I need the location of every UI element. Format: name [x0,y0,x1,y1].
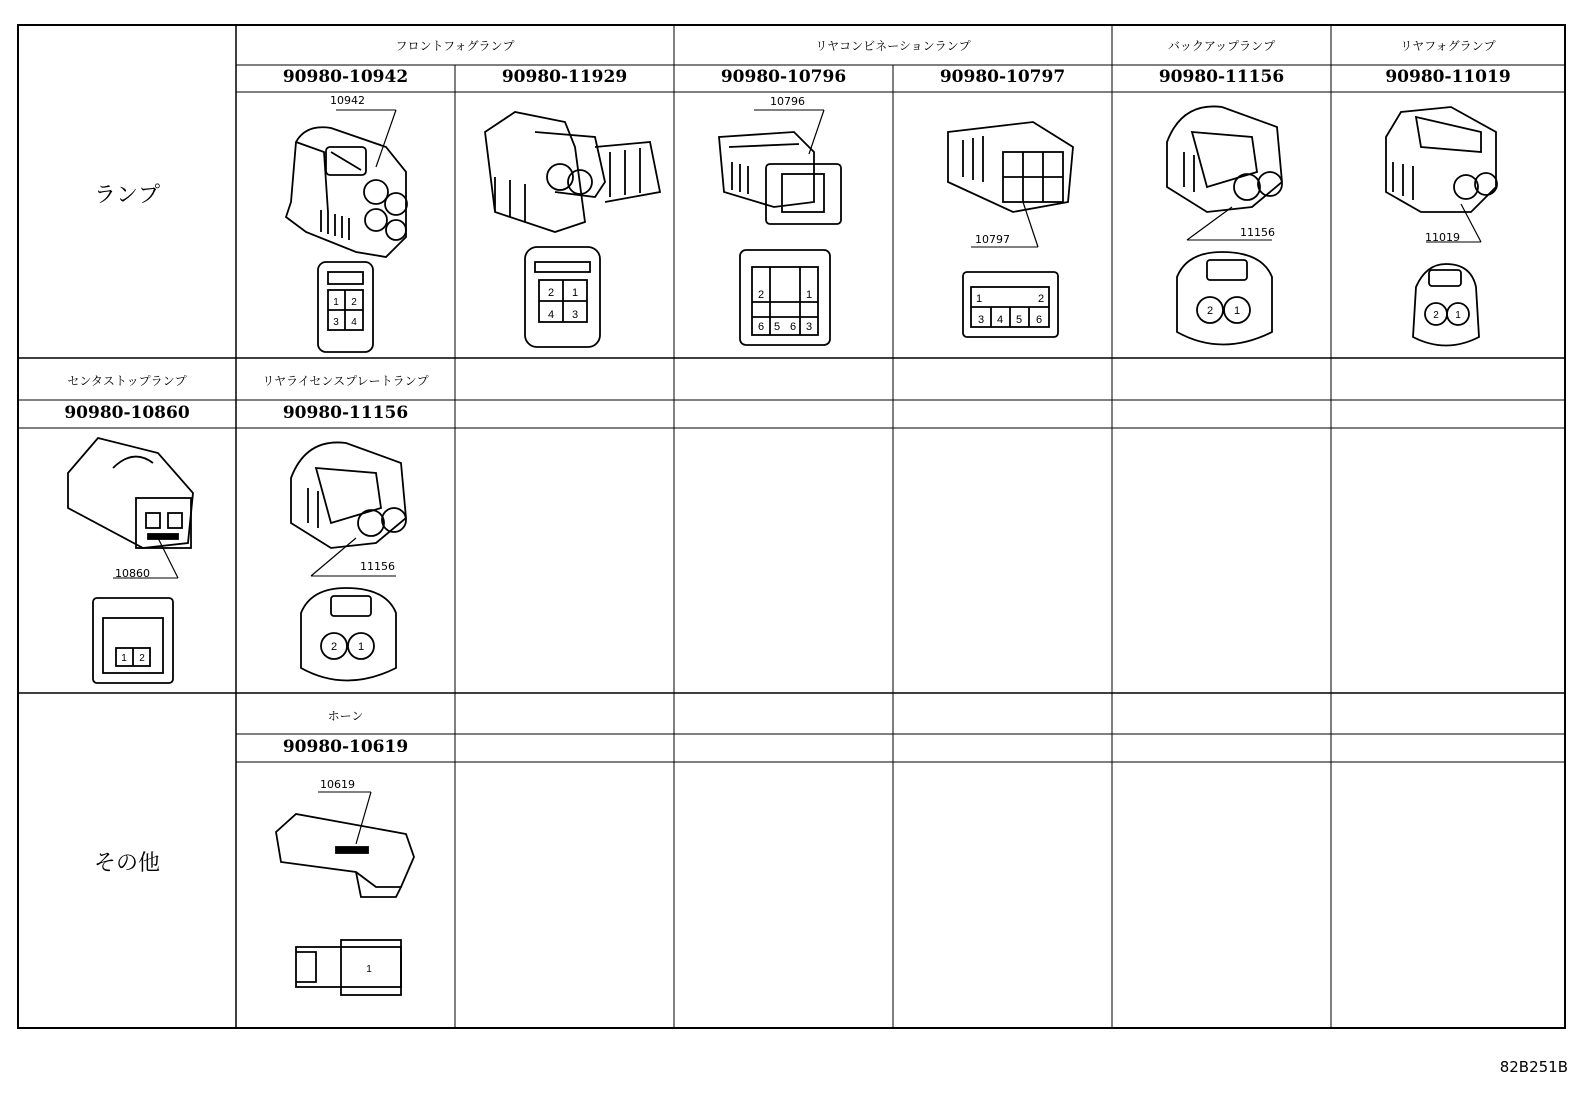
pin-label: 3 [333,317,339,328]
pin-label: 6 [757,321,765,333]
part-number: 90980-11156 [1158,67,1285,87]
pin-label: 1 [357,641,365,653]
pin-label: 1 [805,289,813,301]
part-number: 90980-11019 [1385,67,1511,87]
category-other: その他 [93,851,160,876]
pin-label: 2 [1037,293,1045,305]
connector-10942-figure [236,92,455,358]
pin-label: 5 [1015,314,1023,326]
part-number: 90980-10942 [282,67,409,87]
pin-label: 1 [1455,310,1461,321]
connector-11929-figure [455,92,674,358]
callout-label: 10942 [330,94,365,107]
group-center-stop-lamp: センタストップランプ [67,374,187,388]
connector-10797-figure [893,92,1112,358]
category-lamp: ランプ [93,183,160,208]
group-backup-lamp: バックアップランプ [1167,39,1276,53]
callout-label: 11019 [1425,231,1460,244]
pin-label: 4 [996,314,1004,326]
callout-label: 10796 [770,95,805,108]
pin-label: 2 [330,641,338,653]
part-number: 90980-10619 [282,737,409,757]
pin-label: 2 [547,287,555,299]
callout-label: 11156 [360,560,395,573]
callout-label: 11156 [1240,226,1275,239]
connector-11156-figure [236,428,455,693]
pin-label: 3 [977,314,985,326]
pin-label: 4 [351,317,357,328]
callout-label: 10619 [320,778,355,791]
group-horn: ホーン [327,709,364,723]
pin-label: 2 [139,653,145,664]
part-number: 90980-11929 [501,67,628,87]
pin-label: 3 [571,309,579,321]
document-code: 82B251B [1499,1058,1568,1076]
connector-10796-figure [674,92,893,358]
pin-label: 1 [121,653,127,664]
pin-label: 2 [351,297,357,308]
part-number: 90980-11156 [282,403,409,423]
part-number: 90980-10797 [939,67,1066,87]
callout-label: 10797 [975,233,1010,246]
pin-label: 5 [773,321,781,333]
pin-label: 2 [1206,305,1214,317]
pin-label: 3 [805,321,813,333]
pin-label: 1 [571,287,579,299]
pin-label: 2 [757,289,765,301]
group-rear-combination-lamp: リヤコンビネーションランプ [815,39,971,53]
pin-label: 1 [366,964,372,975]
pin-label: 6 [789,321,797,333]
group-front-fog-lamp: フロントフォグランプ [395,39,515,53]
connector-11156-figure [1112,92,1331,358]
pin-label: 2 [1433,310,1439,321]
connector-10619-figure [236,762,455,1028]
callout-label: 10860 [115,567,150,580]
pin-label: 1 [975,293,983,305]
pin-label: 4 [547,309,555,321]
connector-11019-figure [1331,92,1565,358]
pin-label: 1 [1233,305,1241,317]
pin-label: 1 [333,297,339,308]
part-number: 90980-10796 [720,67,847,87]
group-license-plate-lamp: リヤライセンスプレートランプ [262,374,429,388]
part-number: 90980-10860 [64,403,190,423]
connector-10860-figure [18,428,236,693]
pin-label: 6 [1035,314,1043,326]
group-rear-fog-lamp: リヤフォグランプ [1400,39,1496,53]
